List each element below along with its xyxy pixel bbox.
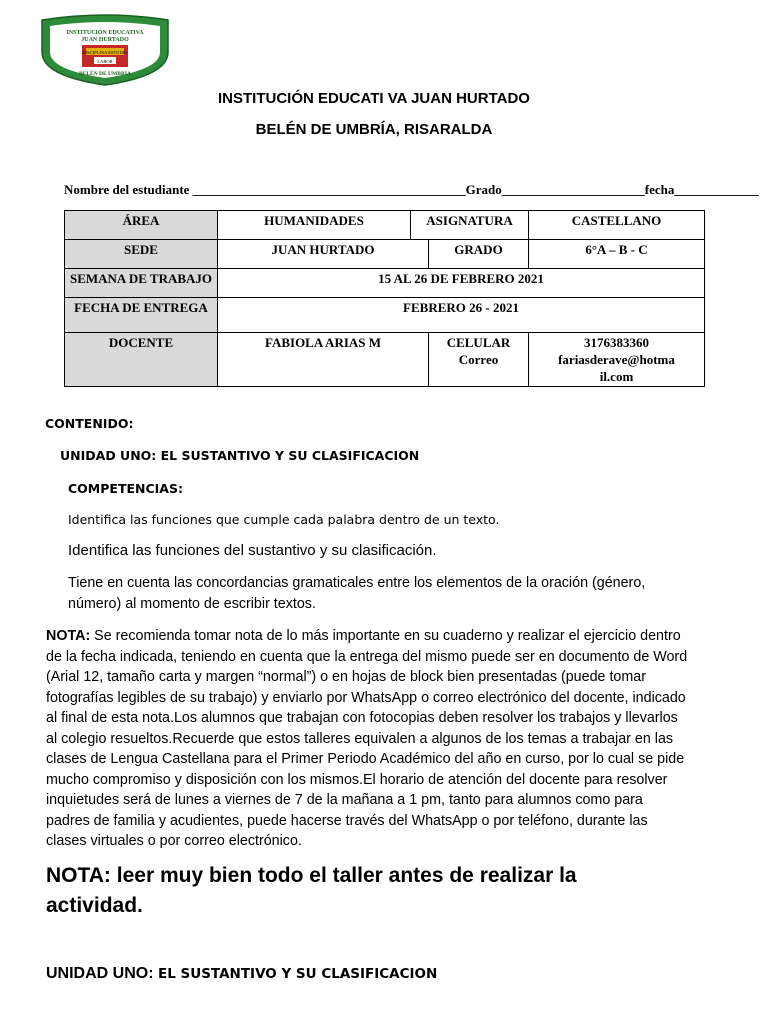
nota-label: NOTA: bbox=[46, 628, 91, 644]
nota-warning-line1: NOTA: leer muy bien todo el taller antes de realizar la bbox=[46, 864, 577, 887]
sede-value: JUAN HURTADO bbox=[218, 240, 429, 269]
nota-line: Se recomienda tomar nota de lo más importante en su cuaderno y realizar el ejercicio dentro bbox=[90, 628, 681, 644]
nota-line: inquietudes será de lunes a viernes de 7 de la mañana a 1 pm, tanto para alumnos como para bbox=[46, 792, 643, 808]
competencia-3-line1: Tiene en cuenta las concordancias gramaticales entre los elementos de la oración (género, bbox=[68, 575, 646, 591]
semana-value: 15 AL 26 DE FEBRERO 2021 bbox=[218, 269, 705, 298]
svg-text:LABOR: LABOR bbox=[97, 59, 113, 64]
entrega-value: FEBRERO 26 - 2021 bbox=[218, 298, 705, 333]
unidad-heading: UNIDAD UNO: EL SUSTANTIVO Y SU CLASIFICACION bbox=[60, 448, 420, 463]
celular-correo-labels bbox=[429, 333, 529, 387]
celular-value: 3176383360 bbox=[584, 335, 649, 350]
institution-title: INSTITUCIÓN EDUCATI VA JUAN HURTADO bbox=[218, 90, 530, 107]
docente-label: DOCENTE bbox=[65, 333, 218, 387]
svg-text:DISCIPLINA ESTUDIO: DISCIPLINA ESTUDIO bbox=[82, 50, 128, 55]
nota-line: de la fecha indicada, teniendo en cuenta que la entrega del mismo puede ser en documento de Word bbox=[46, 648, 688, 665]
contenido-heading: CONTENIDO: bbox=[45, 416, 134, 431]
unidad-footer-heading bbox=[46, 965, 437, 983]
nota-line: (Arial 12, tamaño carta y margen “normal”) o en hojas de block bien presentadas (puede tomar bbox=[46, 669, 646, 685]
nota-line: clases virtuales o por correo electrónico. bbox=[46, 833, 302, 849]
competencia-3-line2: número) al momento de escribir textos. bbox=[68, 596, 316, 612]
nota-line: al final de esta nota.Los alumnos que trabajan con fotocopias deben resolver los trabajos y llevarlos bbox=[46, 710, 678, 726]
nota-line: clases de Lengua Castellana para el Primer Periodo Académico del año en curso, por lo cual se pide bbox=[46, 751, 685, 767]
competencias-heading: COMPETENCIAS: bbox=[68, 481, 183, 496]
unidad-footer-part1: UNIDAD UNO: bbox=[46, 965, 158, 982]
svg-text:JUAN HURTADO: JUAN HURTADO bbox=[81, 37, 129, 43]
course-info-table bbox=[64, 210, 705, 387]
nota-paragraph bbox=[46, 626, 736, 852]
grado-label: GRADO bbox=[429, 240, 529, 269]
asignatura-value: CASTELLANO bbox=[529, 211, 705, 240]
contact-values bbox=[529, 333, 705, 387]
nota-line: al colegio resueltos.Recuerde que estos talleres equivalen a algunos de los temas a trabajar en las bbox=[46, 730, 674, 747]
nota-line: padres de familia y acudientes, puede hacerse través del WhatsApp o por teléfono, durante las bbox=[46, 812, 648, 829]
correo-value-line1: fariasderave@hotma bbox=[558, 352, 675, 367]
correo-value-line2: il.com bbox=[599, 369, 634, 384]
svg-text:INSTITUCIÓN EDUCATIVA: INSTITUCIÓN EDUCATIVA bbox=[66, 30, 144, 36]
school-crest-logo bbox=[38, 12, 172, 86]
docente-value: FABIOLA ARIAS M bbox=[218, 333, 429, 387]
competencia-3 bbox=[68, 573, 645, 615]
nota-warning bbox=[46, 861, 577, 921]
grado-value: 6°A – B - C bbox=[529, 240, 705, 269]
area-label: ÁREA bbox=[65, 211, 218, 240]
location-subtitle: BELÉN DE UMBRÍA, RISARALDA bbox=[255, 121, 493, 138]
nota-line: mucho compromiso y disposición con los mismos.El horario de atención del docente para resolver bbox=[46, 771, 668, 788]
correo-label: Correo bbox=[458, 352, 499, 367]
competencia-2: Identifica las funciones del sustantivo y su clasificación. bbox=[68, 542, 437, 559]
area-value: HUMANIDADES bbox=[218, 211, 411, 240]
entrega-label: FECHA DE ENTREGA bbox=[65, 298, 218, 333]
asignatura-label: ASIGNATURA bbox=[411, 211, 529, 240]
celular-label: CELULAR bbox=[446, 335, 511, 350]
nota-warning-line2: actividad. bbox=[46, 894, 143, 917]
competencia-1: Identifica las funciones que cumple cada palabra dentro de un texto. bbox=[68, 512, 500, 527]
nota-line: fotografías legibles de su trabajo) y enviarlo por WhatsApp o correo electrónico del docente, indicado bbox=[46, 689, 686, 706]
student-info-line: Nombre del estudiante __________________________________________Grado______________________fecha_____________ bbox=[64, 182, 759, 197]
unidad-footer-part2: EL SUSTANTIVO Y SU CLASIFICACION bbox=[158, 966, 438, 982]
semana-label: SEMANA DE TRABAJO bbox=[65, 269, 218, 298]
sede-label: SEDE bbox=[65, 240, 218, 269]
svg-text:BELÉN DE UMBRÍA: BELÉN DE UMBRÍA bbox=[79, 71, 131, 77]
